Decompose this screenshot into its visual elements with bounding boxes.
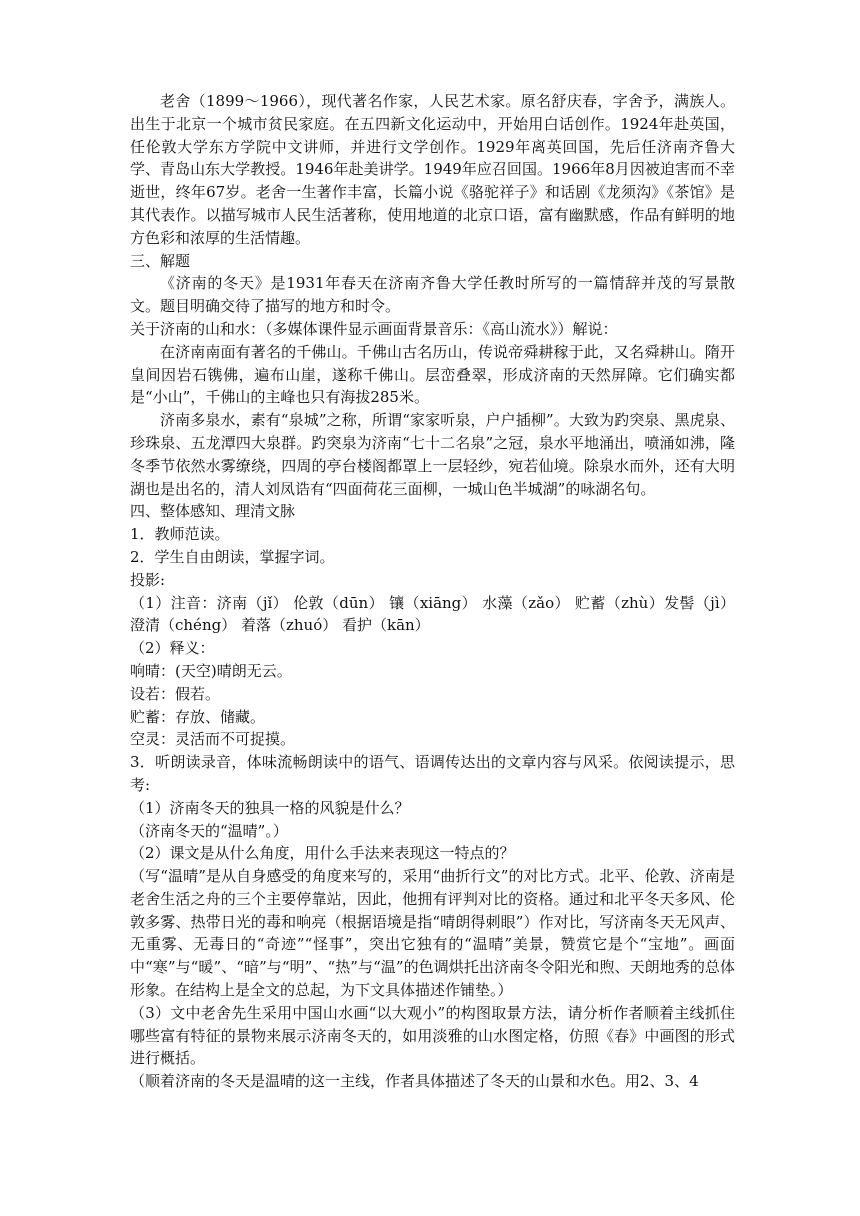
paragraph: （1）注音：济南（jǐ） 伦敦（dūn） 镶（xiāng） 水藻（zǎo） 贮蓄（zhù）发髻（jì） 澄清（chéng） 着落（zhuó） 看护（kān） [130, 593, 735, 635]
paragraph: 投影: [130, 570, 166, 589]
document-body [130, 90, 735, 1093]
paragraph: （2）释义： [130, 639, 215, 658]
paragraph: 在济南南面有著名的千佛山。千佛山古名历山，传说帝舜耕稼于此，又名舜耕山。隋开皇间因岩石镌佛，遍布山崖，遂称千佛山。层峦叠翠，形成济南的天然屏障。它们确实都是“小山”，千佛山的主峰也只有海拔285米。 [130, 342, 735, 407]
paragraph: 四、整体感知、理清文脉 [130, 502, 296, 521]
paragraph: 老舍（1899～1966），现代著名作家，人民艺术家。原名舒庆春，字舍予，满族人。出生于北京一个城市贫民家庭。在五四新文化运动中，开始用白话创作。1924年赴英国，任伦敦大学东方学院中文讲师，并进行文学创作。1929年离英回国，先后任济南齐鲁大学、青岛山东大学教授。1946年赴美讲学。1949年应召回国。1966年8月因被迫害而不幸逝世，终年67岁。老舍一生著作丰富，长篇小说《骆驼祥子》和话剧《龙须沟》《茶馆》是其代表作。以描写城市人民生活著称，使用地道的北京口语，富有幽默感，作品有鲜明的地方色彩和浓厚的生活情趣。 [130, 92, 735, 247]
paragraph: 2．学生自由朗读，掌握字词。 [130, 547, 335, 566]
paragraph: 贮蓄：存放、储藏。 [130, 707, 266, 726]
paragraph: 《济南的冬天》是1931年春天在济南齐鲁大学任教时所写的一篇情辞并茂的写景散文。题目明确交待了描写的地方和时令。 [130, 274, 735, 316]
paragraph: 关于济南的山和水：（多媒体课件显示画面背景音乐：《高山流水》）解说： [130, 319, 618, 338]
paragraph: （写“温晴”是从自身感受的角度来写的，采用“曲折行文”的对比方式。北平、伦敦、济南是老舍生活之舟的三个主要停靠站，因此，他拥有评判对比的资格。通过和北平冬天多风、伦敦多雾、热带日光的毒和响亮（根据语境是指“晴朗得刺眼”）作对比，写济南冬天无风声、无重雾、无毒日的“奇迹”“怪事”，突出它独有的“温晴”美景，赞赏它是个“宝地”。画面中“寒”与“暖”、“暗”与“明”、“热”与“温”的色调烘托出济南冬令阳光和煦、天朗地秀的总体形象。在结构上是全文的总起，为下文具体描述作铺垫。） [130, 867, 735, 1000]
paragraph: （济南冬天的“温晴”。） [130, 821, 288, 840]
paragraph: 空灵：灵活而不可捉摸。 [130, 730, 296, 749]
paragraph: 三、解题 [130, 251, 191, 270]
paragraph: （1）济南冬天的独具一格的风貌是什么？ [130, 798, 410, 817]
paragraph: （2）课文是从什么角度，用什么手法来表现这一特点的？ [130, 844, 515, 863]
paragraph: 设若：假若。 [130, 684, 221, 703]
paragraph: 3．听朗读录音，体味流畅朗读中的语气、语调传达出的文章内容与风采。依阅读提示，思考: [130, 753, 735, 794]
paragraph: （3）文中老舍先生采用中国山水画“以大观小”的构图取景方法，请分析作者顺着主线抓住哪些富有特征的景物来展示济南冬天的，如用淡雅的山水图定格，仿照《春》中画图的形式进行概括。 [130, 1003, 735, 1068]
paragraph: 济南多泉水，素有“泉城”之称，所谓“家家听泉，户户插柳”。大致为趵突泉、黑虎泉、珍珠泉、五龙潭四大泉群。趵突泉为济南“七十二名泉”之冠，泉水平地涌出，喷涌如沸，隆冬季节依然水雾缭绕，四周的亭台楼阁都罩上一层轻纱，宛若仙境。除泉水而外，还有大明湖也是出名的，清人刘凤诰有“四面荷花三面柳，一城山色半城湖”的咏湖名句。 [130, 411, 735, 498]
paragraph: 1．教师范读。 [130, 525, 230, 544]
paragraph: （顺着济南的冬天是温晴的这一主线，作者具体描述了冬天的山景和水色。用2、3、4 [130, 1072, 699, 1091]
paragraph: 响晴：(天空)晴朗无云。 [130, 661, 292, 680]
